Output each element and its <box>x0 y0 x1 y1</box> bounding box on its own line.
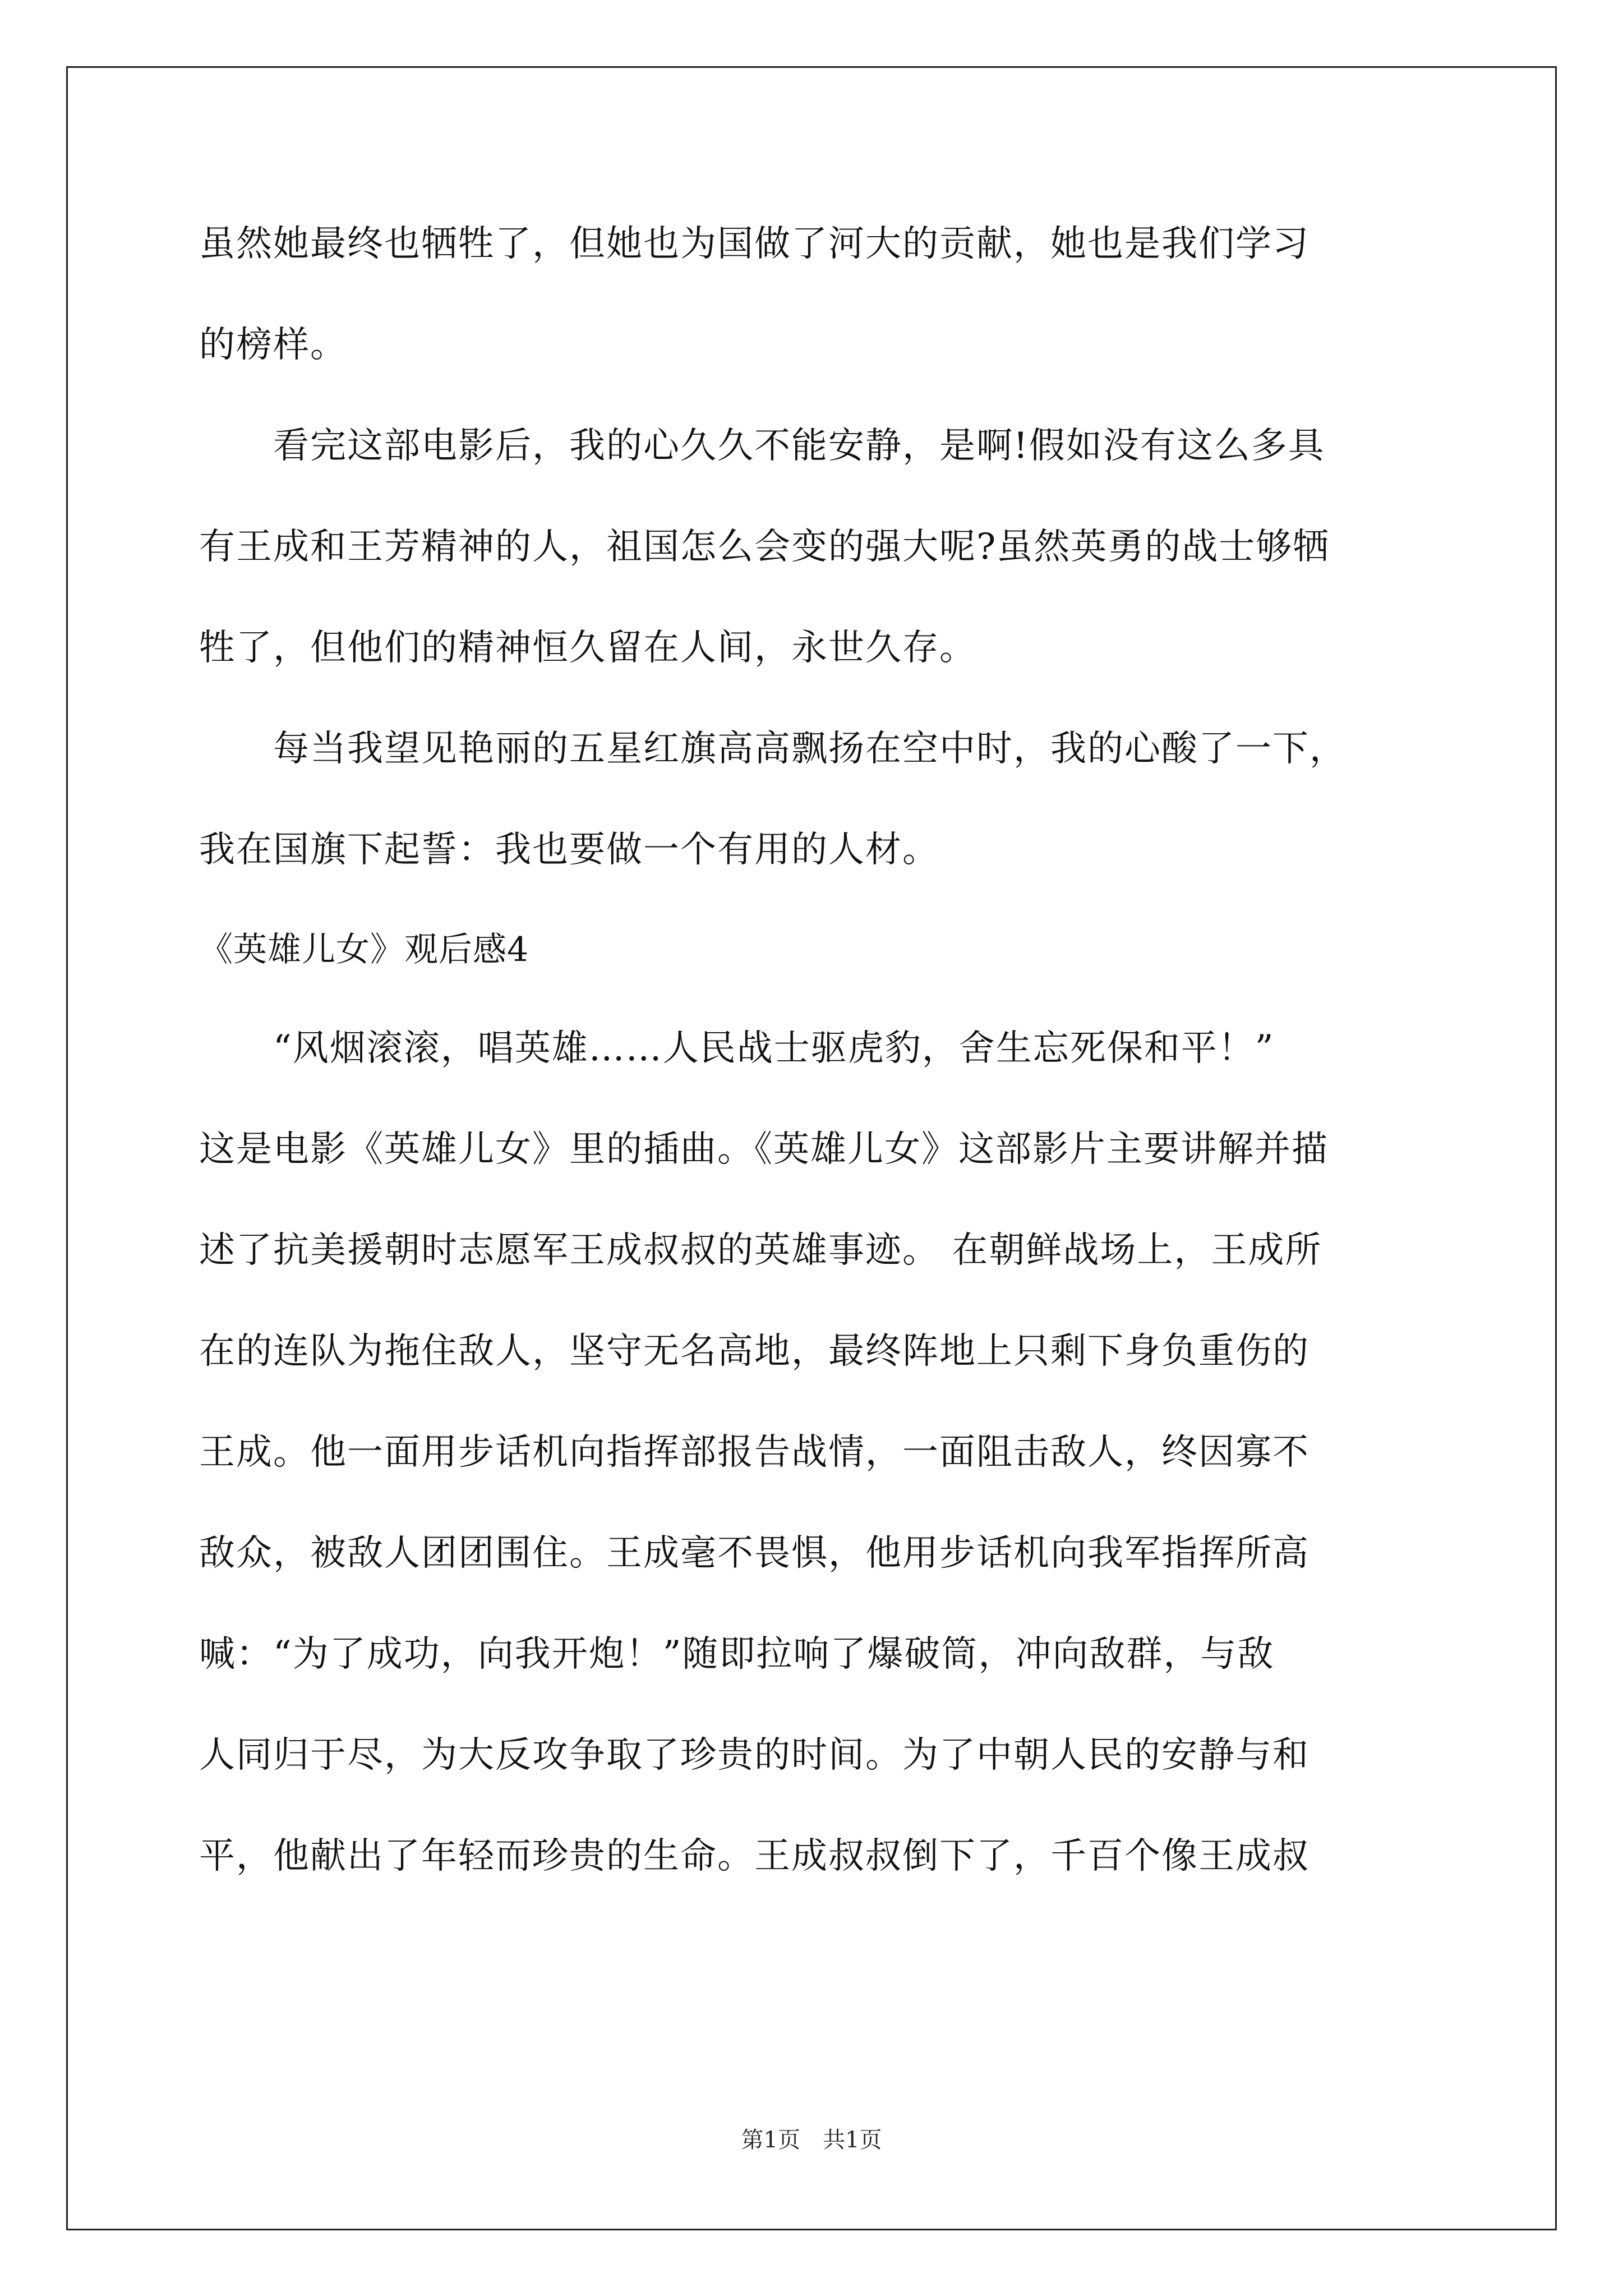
text-line: 我在国旗下起誓：我也要做一个有用的人材。 <box>199 829 939 871</box>
text-line: 述了抗美援朝时志愿军王成叔叔的英雄事迹。 在朝鲜战场上，王成所 <box>199 1230 1322 1271</box>
text-line: 在的连队为拖住敌人，坚守无名高地，最终阵地上只剩下身负重伤的 <box>199 1331 1310 1372</box>
page-number-footer: 第1页 共1页 <box>741 2127 882 2153</box>
text-line: 这是电影《英雄儿女》里的插曲。《英雄儿女》这部影片主要讲解并描 <box>199 1129 1329 1170</box>
text-line: 每当我望见艳丽的五星红旗高高飘扬在空中时，我的心酸了一下， <box>199 728 1347 770</box>
section-heading: 《英雄儿女》观后感4 <box>199 930 529 969</box>
text-line: 虽然她最终也牺牲了，但她也为国做了河大的贡献，她也是我们学习 <box>199 223 1310 265</box>
text-line: 的榜样。 <box>199 324 347 366</box>
text-line: 王成。他一面用步话机向指挥部报告战情，一面阻击敌人，终因寡不 <box>199 1432 1310 1473</box>
text-line: 平，他献出了年轻而珍贵的生命。王成叔叔倒下了，千百个像王成叔 <box>199 1835 1310 1877</box>
text-line: 人同归于尽，为大反攻争取了珍贵的时间。为了中朝人民的安静与和 <box>199 1734 1310 1776</box>
text-line: “风烟滚滚，唱英雄……人民战士驱虎豹，舍生忘死保和平！” <box>199 1028 1275 1069</box>
text-line: 有王成和王芳精神的人，祖国怎么会变的强大呢?虽然英勇的战士够牺 <box>199 526 1330 568</box>
text-line: 牲了，但他们的精神恒久留在人间，永世久存。 <box>199 627 976 669</box>
text-line: 看完这部电影后，我的心久久不能安静，是啊!假如没有这么多具 <box>199 425 1325 467</box>
text-line: 喊：“为了成功，向我开炮！”随即拉响了爆破筒，冲向敌群，与敌 <box>199 1634 1275 1675</box>
text-line: 敌众，被敌人团团围住。王成毫不畏惧，他用步话机向我军指挥所高 <box>199 1533 1310 1574</box>
